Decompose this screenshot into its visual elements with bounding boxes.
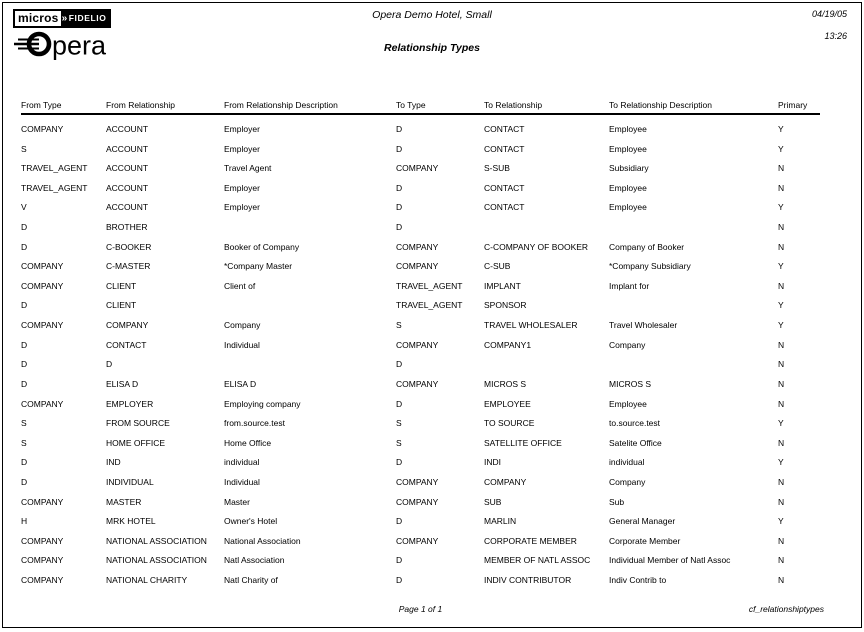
table-cell: Employee: [609, 124, 647, 134]
table-cell: Indiv Contrib to: [609, 575, 667, 586]
fidelio-label: FIDELIO: [68, 13, 107, 23]
table-row: [21, 217, 820, 237]
table-cell: D: [396, 222, 403, 233]
table-cell: CLIENT: [106, 300, 137, 311]
table-cell: SUB: [484, 496, 502, 507]
table-cell: D: [396, 516, 403, 527]
table-cell: C-COMPANY OF BOOKER: [484, 241, 589, 252]
table-cell: COMPANY: [396, 241, 439, 252]
table-cell: FROM SOURCE: [106, 418, 170, 429]
table-cell: S-SUB: [484, 163, 510, 174]
table-cell: SATELLITE OFFICE: [484, 437, 562, 448]
table-cell: COMPANY: [396, 339, 439, 350]
table-cell: CONTACT: [484, 182, 525, 193]
table-cell: COMPANY: [21, 575, 64, 586]
table-cell: Master: [224, 496, 250, 507]
table-cell: SPONSOR: [484, 300, 527, 311]
table-cell: D: [396, 143, 403, 154]
table-cell: Company: [609, 476, 646, 487]
table-cell: Y: [778, 300, 784, 311]
table-cell: Y: [778, 202, 784, 213]
table-cell: C-SUB: [484, 261, 511, 272]
table-row: [21, 472, 820, 492]
table-cell: D: [396, 359, 403, 370]
table-cell: National Association: [224, 535, 301, 546]
table-cell: to.source.test: [609, 418, 661, 429]
table-cell: Individual: [224, 339, 260, 350]
table-cell: Sub: [609, 496, 625, 507]
table-cell: Implant for: [609, 280, 650, 291]
table-cell: V: [21, 202, 27, 213]
table-cell: Natl Association: [224, 555, 285, 566]
table-cell: N: [778, 359, 785, 370]
table-cell: MICROS S: [609, 378, 652, 389]
table-cell: C-MASTER: [106, 261, 151, 272]
table-cell: COMPANY: [396, 163, 439, 174]
table-cell: N: [778, 398, 785, 409]
table-cell: MEMBER OF NATL ASSOC: [484, 555, 591, 566]
table-cell: CORPORATE MEMBER: [484, 535, 577, 546]
table-row: [21, 452, 820, 472]
table-cell: ELISA D: [106, 378, 139, 389]
table-cell: CONTACT: [484, 202, 525, 213]
table-cell: INDIV CONTRIBUTOR: [484, 575, 572, 586]
table-cell: EMPLOYER: [106, 398, 154, 409]
table-cell: TRAVEL_AGENT: [21, 182, 88, 193]
table-cell: TO SOURCE: [484, 418, 535, 429]
table-cell: TRAVEL_AGENT: [396, 300, 463, 311]
table-cell: from.source.test: [224, 418, 285, 429]
table-row: [21, 433, 820, 453]
table-row: [21, 413, 820, 433]
table-cell: D: [21, 300, 28, 311]
table-cell: COMPANY: [106, 320, 149, 331]
hotel-title: Opera Demo Hotel, Small: [372, 9, 492, 21]
table-cell: [224, 222, 396, 237]
table-cell: Travel Wholesaler: [609, 320, 678, 331]
table-cell: Employer: [224, 182, 260, 193]
table-cell: D: [21, 339, 28, 350]
table-cell: ACCOUNT: [106, 143, 149, 154]
table-body: [21, 119, 820, 590]
table-cell: General Manager: [609, 516, 676, 527]
table-cell: [609, 300, 778, 315]
table-cell: ACCOUNT: [106, 163, 149, 174]
table-cell: COMPANY: [21, 398, 64, 409]
table-cell: TRAVEL WHOLESALER: [484, 320, 578, 331]
table-row: [21, 139, 820, 159]
table-cell: COMPANY: [396, 476, 439, 487]
table-cell: D: [106, 359, 113, 370]
table-cell: [609, 222, 778, 237]
table-cell: D: [396, 124, 403, 134]
column-header: From Relationship Description: [224, 100, 338, 110]
table-cell: Employee: [609, 398, 647, 409]
table-cell: Company: [224, 320, 261, 331]
column-header: Primary: [778, 100, 808, 110]
table-row: [21, 119, 820, 139]
column-header: To Relationship: [484, 100, 543, 110]
table-cell: N: [778, 280, 785, 291]
table-cell: COMPANY: [21, 320, 64, 331]
table-cell: N: [778, 555, 785, 566]
chevron-icon: »: [61, 13, 68, 24]
opera-logo-text: pera: [52, 30, 107, 61]
table-cell: COMPANY: [21, 535, 64, 546]
table-cell: MARLIN: [484, 516, 517, 527]
table-cell: S: [396, 437, 402, 448]
table-cell: IMPLANT: [484, 280, 521, 291]
table-cell: ELISA D: [224, 378, 257, 389]
table-cell: IND: [106, 457, 121, 468]
table-cell: ACCOUNT: [106, 124, 149, 134]
print-date: 04/19/05: [811, 9, 847, 19]
table-cell: N: [778, 535, 785, 546]
table-cell: Natl Charity of: [224, 575, 278, 586]
table-row: [21, 550, 820, 570]
table-cell: D: [21, 222, 28, 233]
table-cell: Employee: [609, 182, 647, 193]
table-cell: individual: [224, 457, 260, 468]
table-cell: D: [396, 555, 403, 566]
table-cell: COMPANY: [21, 124, 64, 134]
table-cell: D: [21, 378, 28, 389]
table-cell: COMPANY: [396, 378, 439, 389]
table-cell: N: [778, 241, 785, 252]
table-cell: COMPANY: [21, 496, 64, 507]
table-cell: N: [778, 163, 785, 174]
table-cell: Employing company: [224, 398, 301, 409]
table-cell: D: [21, 359, 28, 370]
table-row: [21, 492, 820, 512]
table-cell: S: [396, 418, 402, 429]
table-cell: EMPLOYEE: [484, 398, 531, 409]
table-cell: Owner's Hotel: [224, 516, 278, 527]
table-cell: NATIONAL ASSOCIATION: [106, 555, 207, 566]
table-cell: Individual: [224, 476, 260, 487]
table-cell: D: [396, 457, 403, 468]
table-cell: individual: [609, 457, 645, 468]
table-row: [21, 315, 820, 335]
table-cell: Client of: [224, 280, 256, 291]
table-row: [21, 237, 820, 257]
table-cell: Employer: [224, 143, 260, 154]
table-cell: N: [778, 575, 785, 586]
table-row: [21, 158, 820, 178]
table-cell: [224, 359, 396, 374]
table-cell: COMPANY: [396, 535, 439, 546]
table-cell: Y: [778, 124, 784, 134]
table-row: [21, 570, 820, 590]
table-cell: Satelite Office: [609, 437, 662, 448]
table-cell: Y: [778, 516, 784, 527]
table-cell: Booker of Company: [224, 241, 300, 252]
table-cell: [224, 300, 396, 315]
table-cell: Y: [778, 261, 784, 272]
table-cell: Subsidiary: [609, 163, 649, 174]
header-underline: [21, 113, 820, 115]
table-cell: CONTACT: [106, 339, 147, 350]
page-number: Page 1 of 1: [398, 604, 443, 614]
table-row: [21, 531, 820, 551]
table-cell: N: [778, 437, 785, 448]
table-row: [21, 256, 820, 276]
table-cell: N: [778, 182, 785, 193]
table-cell: D: [396, 398, 403, 409]
table-cell: *Company Subsidiary: [609, 261, 691, 272]
table-cell: TRAVEL_AGENT: [396, 280, 463, 291]
micros-logo-text: micros: [15, 11, 61, 26]
table-cell: H: [21, 516, 28, 527]
table-cell: CLIENT: [106, 280, 137, 291]
table-cell: Y: [778, 457, 784, 468]
print-time: 13:26: [824, 31, 847, 41]
table-cell: MICROS S: [484, 378, 527, 389]
table-cell: [484, 222, 609, 237]
table-cell: S: [21, 143, 27, 154]
table-cell: C-BOOKER: [106, 241, 152, 252]
table-cell: D: [396, 575, 403, 586]
table-cell: COMPANY: [21, 261, 64, 272]
column-header: From Relationship: [106, 100, 175, 110]
table-cell: HOME OFFICE: [106, 437, 166, 448]
table-cell: D: [396, 182, 403, 193]
table-cell: COMPANY: [484, 476, 527, 487]
table-cell: INDIVIDUAL: [106, 476, 154, 487]
table-cell: D: [21, 457, 28, 468]
column-header: To Type: [396, 100, 426, 110]
table-cell: MRK HOTEL: [106, 516, 156, 527]
table-cell: Company of Booker: [609, 241, 685, 252]
table-cell: D: [396, 202, 403, 213]
table-cell: N: [778, 476, 785, 487]
table-cell: INDI: [484, 457, 501, 468]
table-cell: COMPANY: [396, 496, 439, 507]
table-cell: [609, 359, 778, 374]
table-cell: D: [21, 476, 28, 487]
table-cell: NATIONAL ASSOCIATION: [106, 535, 207, 546]
table-header-row: [21, 100, 820, 110]
table-row: [21, 335, 820, 355]
table-row: [21, 374, 820, 394]
table-cell: CONTACT: [484, 124, 525, 134]
table-row: [21, 197, 820, 217]
table-cell: Employer: [224, 124, 260, 134]
table-row: [21, 394, 820, 414]
table-cell: Employer: [224, 202, 260, 213]
column-header: To Relationship Description: [609, 100, 712, 110]
table-cell: N: [778, 339, 785, 350]
table-cell: ACCOUNT: [106, 202, 149, 213]
table-cell: Y: [778, 320, 784, 331]
table-cell: D: [21, 241, 28, 252]
table-cell: TRAVEL_AGENT: [21, 163, 88, 174]
table-row: [21, 511, 820, 531]
table-cell: Travel Agent: [224, 163, 272, 174]
table-cell: Y: [778, 418, 784, 429]
table-cell: S: [21, 437, 27, 448]
table-cell: Home Office: [224, 437, 272, 448]
table-row: [21, 295, 820, 315]
table-row: [21, 276, 820, 296]
table-cell: BROTHER: [106, 222, 148, 233]
table-cell: S: [396, 320, 402, 331]
table-cell: COMPANY: [396, 261, 439, 272]
report-code: cf_relationshiptypes: [748, 604, 824, 614]
table-row: [21, 178, 820, 198]
table-cell: NATIONAL CHARITY: [106, 575, 188, 586]
table-row: [21, 354, 820, 374]
table-cell: Individual Member of Natl Assoc: [609, 555, 731, 566]
report-page: [2, 2, 862, 628]
report-title: Relationship Types: [384, 42, 480, 54]
table-cell: COMPANY: [21, 280, 64, 291]
table-cell: Corporate Member: [609, 535, 681, 546]
table-cell: MASTER: [106, 496, 142, 507]
table-cell: Company: [609, 339, 646, 350]
table-cell: Employee: [609, 202, 647, 213]
table-cell: CONTACT: [484, 143, 525, 154]
table-cell: N: [778, 222, 785, 233]
table-cell: N: [778, 496, 785, 507]
table-cell: COMPANY: [21, 555, 64, 566]
table-cell: ACCOUNT: [106, 182, 149, 193]
table-cell: [484, 359, 609, 374]
column-header: From Type: [21, 100, 62, 110]
table-cell: Y: [778, 143, 784, 154]
table-cell: Employee: [609, 143, 647, 154]
table-cell: *Company Master: [224, 261, 293, 272]
table-cell: S: [21, 418, 27, 429]
table-cell: COMPANY1: [484, 339, 532, 350]
table-cell: N: [778, 378, 785, 389]
